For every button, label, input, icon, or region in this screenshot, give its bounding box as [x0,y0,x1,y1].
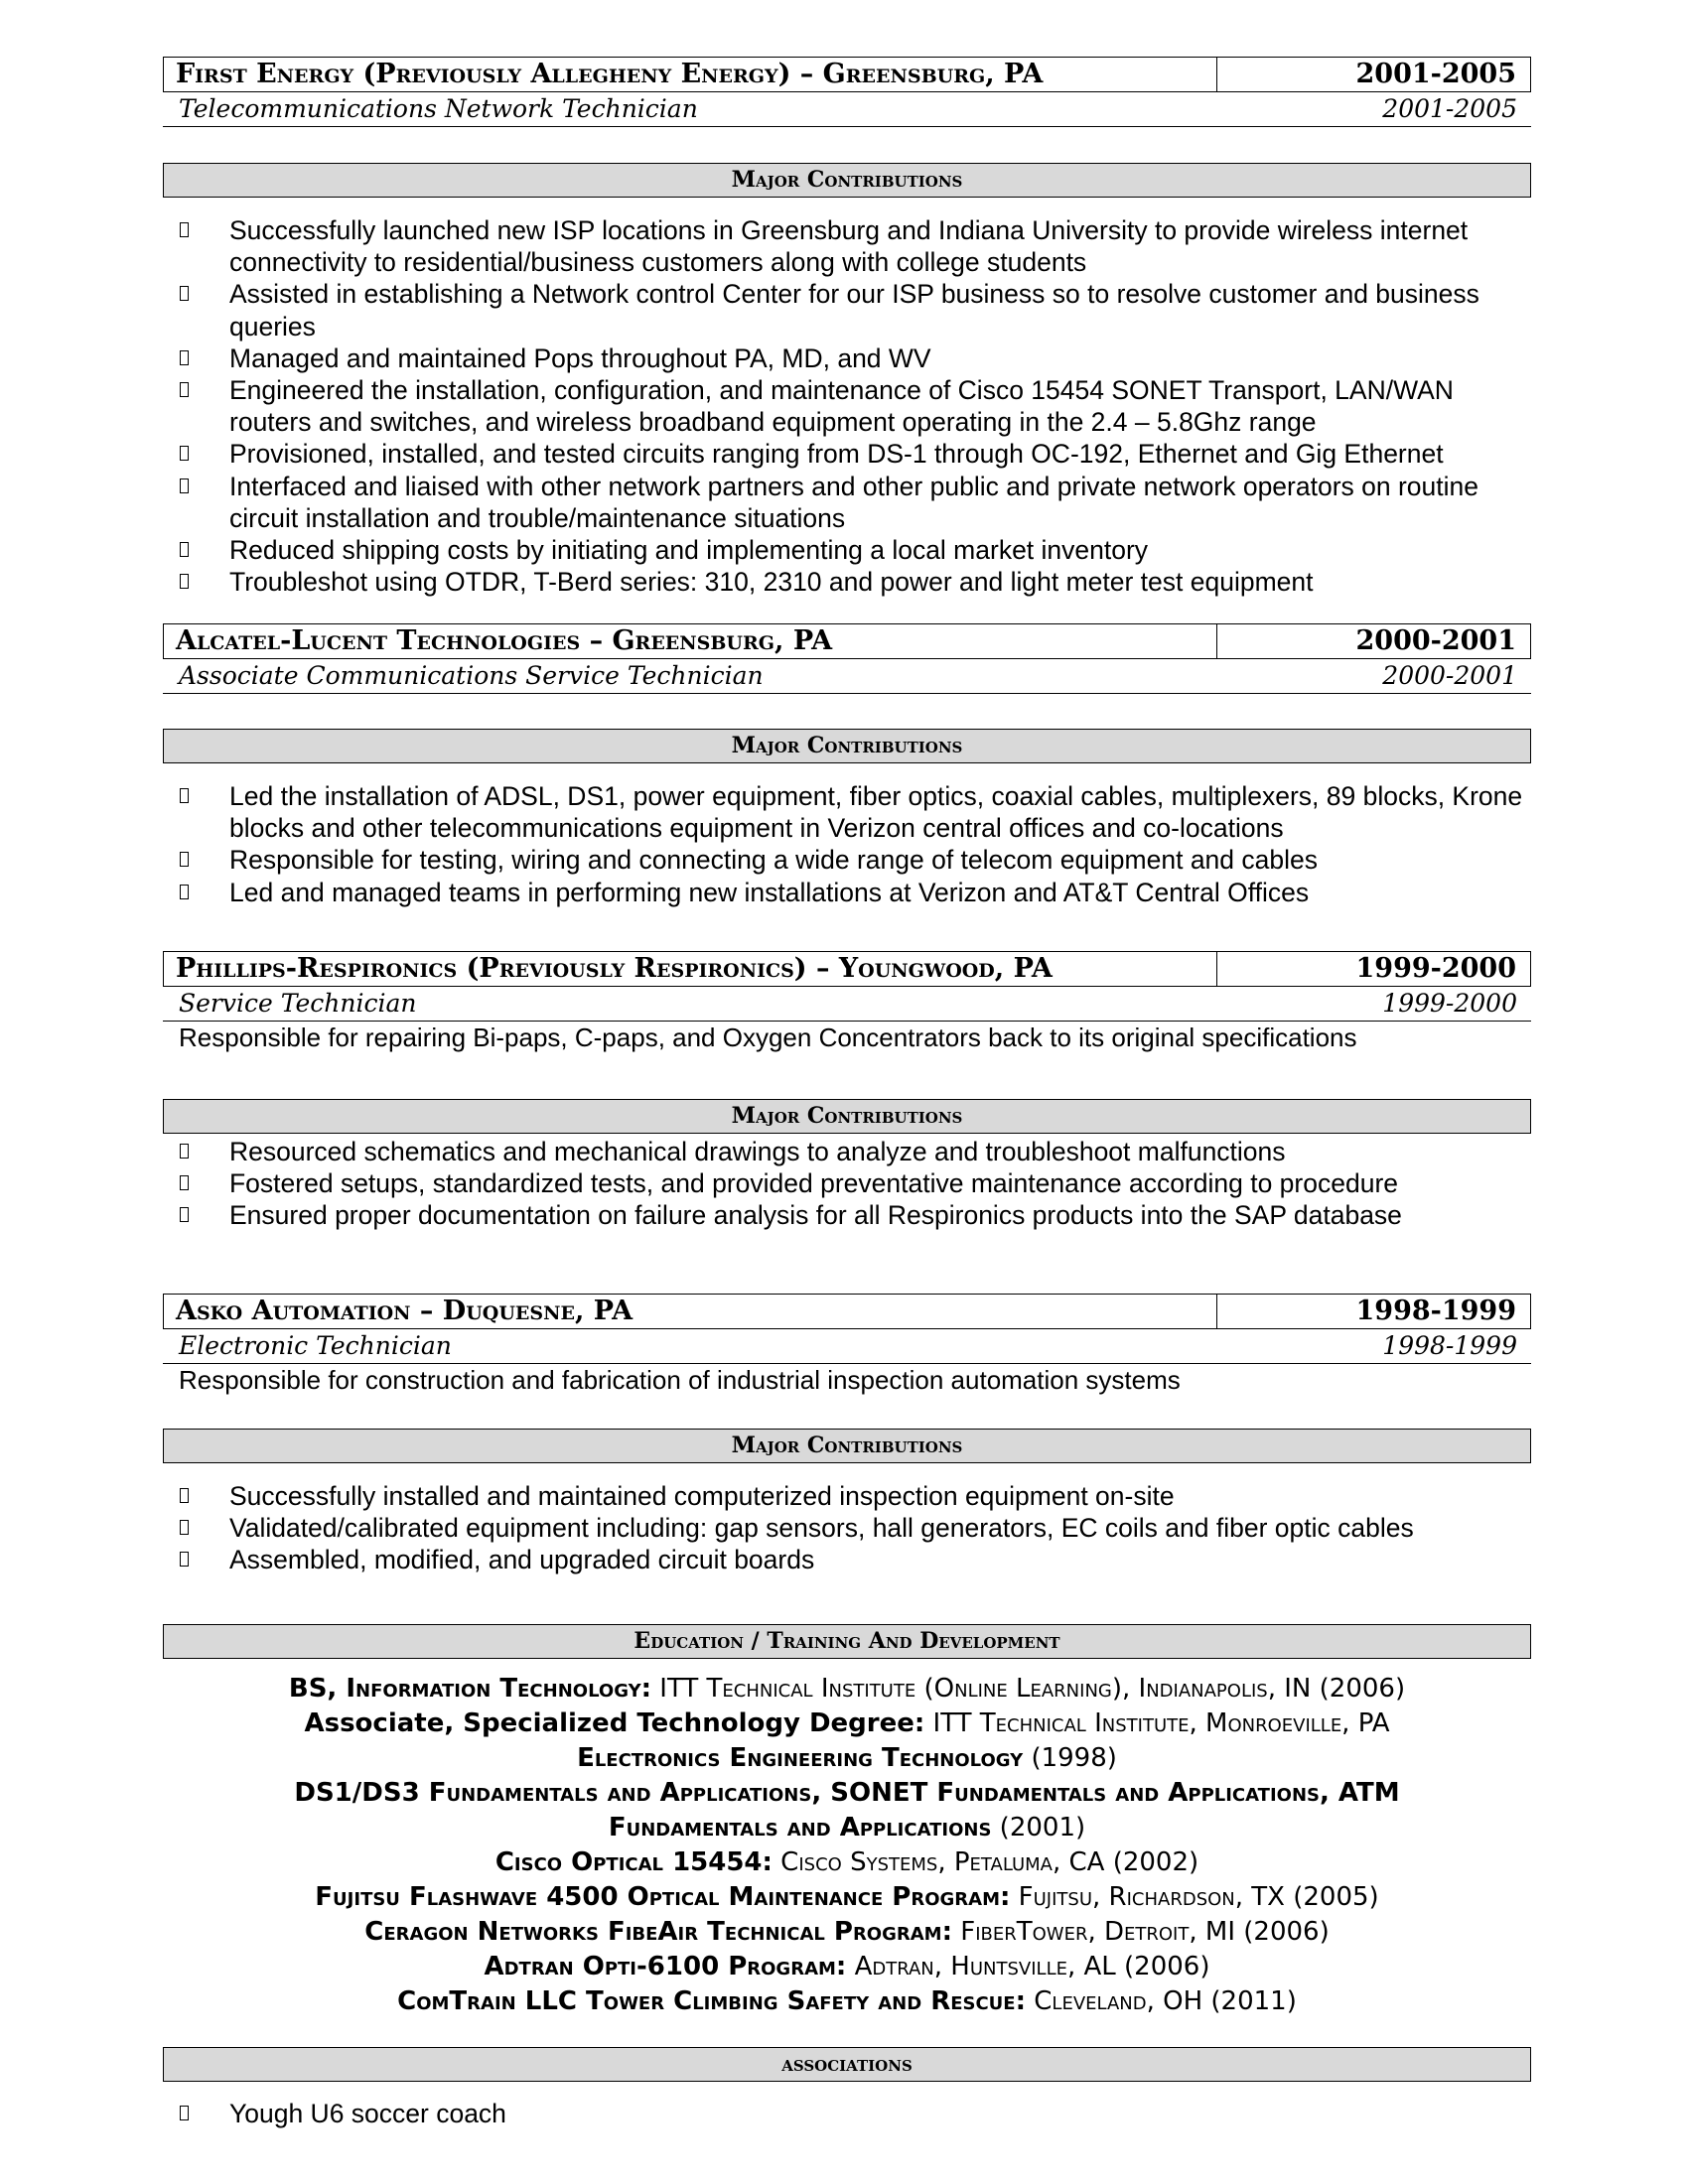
bullet-box-icon [180,885,189,899]
education-list [163,1672,1531,2019]
company-name: Asko Automation – Duquesne, PA [176,1296,633,1326]
job-title-row [163,92,1531,127]
list-item: Interfaced and liaised with other network partners and other public and private network operators on routine circuit installation and trouble/maintenance situations [163,471,1531,534]
list-item: Reduced shipping costs by initiating and implementing a local market inventory [163,534,1531,566]
job-header [163,1294,1531,1329]
bullet-box-icon [180,1520,189,1535]
list-item: Led and managed teams in performing new installations at Verizon and AT&T Central Offices [163,877,1531,908]
education-item: BS, Information Technology: ITT Technical Institute (Online Learning), Indianapolis, IN (2006) [288,1674,1406,1704]
bullet-list-associations [163,2098,1531,2129]
job-alcatel-lucent [163,623,1531,694]
education-item: Electronics Engineering Technology (1998) [577,1743,1117,1773]
bullet-box-icon [180,1144,189,1159]
section-bar-major-contributions: Major Contributions [163,1099,1531,1134]
list-item: Managed and maintained Pops throughout PA, MD, and WV [163,342,1531,374]
job-title-years: 2000-2001 [1382,661,1517,690]
list-item: Successfully installed and maintained computerized inspection equipment on-site [163,1480,1531,1512]
job-title-years: 1998-1999 [1382,1331,1517,1360]
section-bar-education: Education / Training And Development [163,1624,1531,1659]
education-item: Cisco Optical 15454: Cisco Systems, Petaluma, CA (2002) [494,1847,1199,1877]
education-item: Fujitsu Flashwave 4500 Optical Maintenance Program: Fujitsu, Richardson, TX (2005) [315,1882,1379,1912]
job-title-years: 2001-2005 [1382,94,1517,123]
bullet-box-icon [180,286,189,301]
job-title-row [163,659,1531,694]
bullet-box-icon [180,478,189,493]
bullet-box-icon [180,350,189,365]
job-title-row [163,1329,1531,1364]
education-item: Associate, Specialized Technology Degree: ITT Technical Institute, Monroeville, PA [304,1708,1390,1738]
list-item: Responsible for testing, wiring and connecting a wide range of telecom equipment and cables [163,844,1531,876]
bullet-list-first-energy [163,214,1531,598]
job-title: Associate Communications Service Technician [179,661,764,690]
education-item: Ceragon Networks FibeAir Technical Program: FiberTower, Detroit, MI (2006) [364,1917,1330,1947]
bullet-box-icon [180,788,189,803]
list-item: Assembled, modified, and upgraded circuit boards [163,1544,1531,1575]
section-bar-major-contributions: Major Contributions [163,1429,1531,1463]
job-phillips-respironics [163,951,1531,1053]
company-name: First Energy (Previously Allegheny Energy) – Greensburg, PA [176,59,1044,89]
bullet-box-icon [180,446,189,461]
list-item: Yough U6 soccer coach [163,2098,1531,2129]
job-first-energy [163,57,1531,127]
job-title-row [163,987,1531,1022]
list-item: Ensured proper documentation on failure analysis for all Respironics products into the SAP database [163,1199,1531,1231]
list-item: Troubleshot using OTDR, T-Berd series: 310, 2310 and power and light meter test equipment [163,566,1531,598]
bullet-box-icon [180,542,189,557]
list-item: Successfully launched new ISP locations in Greensburg and Indiana University to provide wireless internet connectivity to residential/business customers along with college students [163,214,1531,278]
job-title: Service Technician [179,989,417,1018]
bullet-box-icon [180,222,189,237]
education-item: Adtran Opti-6100 Program: Adtran, Huntsville, AL (2006) [484,1952,1210,1981]
bullet-list-asko-automation [163,1480,1531,1576]
bullet-box-icon [180,1175,189,1190]
bullet-box-icon [180,852,189,867]
list-item: Provisioned, installed, and tested circuits ranging from DS-1 through OC-192, Ethernet and Gig Ethernet [163,438,1531,470]
bullet-list-phillips-respironics [163,1136,1531,1232]
education-item: DS1/DS3 Fundamentals and Applications, SONET Fundamentals and Applications, ATM [294,1778,1400,1808]
list-item: Assisted in establishing a Network control Center for our ISP business so to resolve customer and business queries [163,278,1531,341]
job-description: Responsible for construction and fabrication of industrial inspection automation systems [179,1365,1181,1395]
job-header [163,623,1531,659]
bullet-box-icon [180,574,189,589]
bullet-box-icon [180,1488,189,1503]
company-name: Phillips-Respironics (Previously Respironics) – Youngwood, PA [176,953,1053,984]
job-title: Telecommunications Network Technician [179,94,698,123]
list-item: Led the installation of ADSL, DS1, power equipment, fiber optics, coaxial cables, multiplexers, 89 blocks, Krone blocks and other telecommunications equipment in Verizon central offices and co-locations [163,780,1531,844]
job-years: 1999-2000 [1216,952,1530,986]
job-years: 2001-2005 [1216,58,1530,91]
list-item: Validated/calibrated equipment including: gap sensors, hall generators, EC coils and fiber optic cables [163,1512,1531,1544]
list-item: Fostered setups, standardized tests, and provided preventative maintenance according to procedure [163,1167,1531,1199]
company-name: Alcatel-Lucent Technologies – Greensburg, PA [176,625,833,656]
section-bar-associations: associations [163,2047,1531,2082]
job-title-years: 1999-2000 [1382,989,1517,1018]
job-years: 2000-2001 [1216,624,1530,658]
bullet-list-alcatel-lucent [163,780,1531,908]
job-header [163,57,1531,92]
list-item: Resourced schematics and mechanical drawings to analyze and troubleshoot malfunctions [163,1136,1531,1167]
bullet-box-icon [180,1207,189,1222]
job-asko-automation [163,1294,1531,1396]
list-item: Engineered the installation, configuration, and maintenance of Cisco 15454 SONET Transport, LAN/WAN routers and switches, and wireless broadband equipment operating in the 2.4 – 5.8Ghz range [163,374,1531,438]
bullet-box-icon [180,382,189,397]
bullet-box-icon [180,2106,189,2120]
education-item: Fundamentals and Applications (2001) [608,1813,1086,1843]
education-item: ComTrain LLC Tower Climbing Safety and Rescue: Cleveland, OH (2011) [397,1986,1297,2016]
job-years: 1998-1999 [1216,1295,1530,1328]
job-description: Responsible for repairing Bi-paps, C-paps, and Oxygen Concentrators back to its original specifications [179,1023,1357,1052]
job-header [163,951,1531,987]
section-bar-major-contributions: Major Contributions [163,163,1531,198]
section-bar-major-contributions: Major Contributions [163,729,1531,763]
job-title: Electronic Technician [179,1331,452,1360]
bullet-box-icon [180,1552,189,1567]
